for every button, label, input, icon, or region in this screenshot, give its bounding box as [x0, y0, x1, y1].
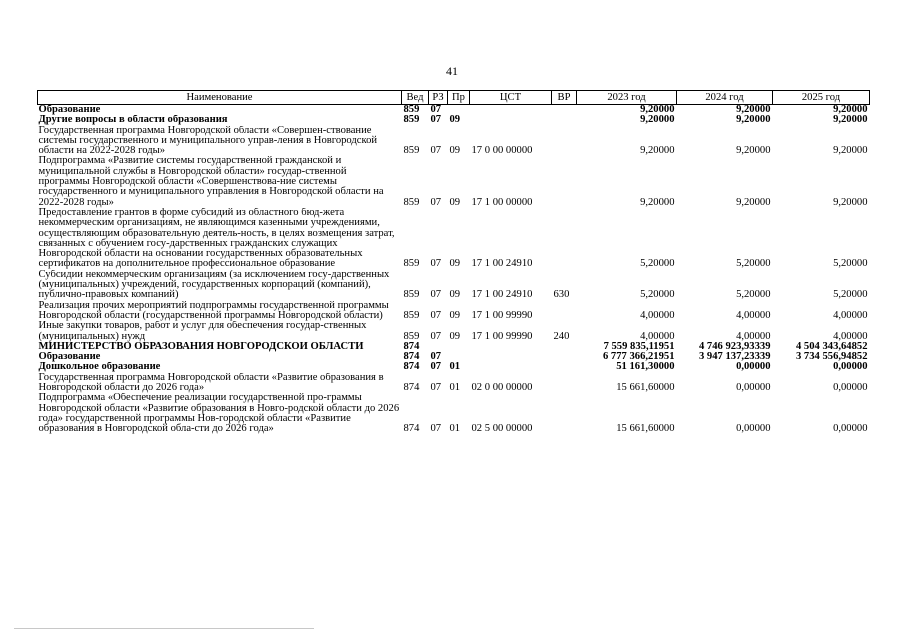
row-vr [552, 362, 577, 372]
row-value-2024: 0,00000 [736, 362, 771, 373]
row-cst: 17 0 00 00000 [471, 145, 533, 157]
row-value-2023: 9,20000 [640, 196, 675, 208]
row-pr: 09 [449, 309, 461, 321]
row-value-2023: 51 161,30000 [616, 362, 675, 373]
table-row [38, 362, 870, 372]
row-cst: 17 1 00 24910 [471, 289, 533, 301]
row-name: Субсидии некоммерческим организациям (за исключением госу-дарственных (муниципальных) учреждений, государственных корпораций (компаний), публично-правовых компаний) [38, 269, 390, 301]
row-vr [552, 208, 577, 270]
row-pr: 09 [449, 196, 461, 208]
table-row [38, 321, 870, 342]
row-value-2023: 15 661,60000 [616, 382, 675, 394]
row-rz: 07 [430, 289, 442, 301]
row-name: Другие вопросы в области образования [38, 115, 228, 126]
row-value-2023: 5,20000 [640, 289, 675, 301]
col-header-2025: 2025 год [773, 91, 870, 105]
row-value-2023: 15 661,60000 [616, 423, 675, 435]
row-value-2024: 4 746 923,93339 [698, 341, 771, 352]
row-cst: 17 1 00 00000 [471, 196, 533, 208]
row-pr: 09 [449, 289, 461, 301]
row-value-2023: 7 559 835,11951 [603, 341, 675, 352]
row-cst: 17 1 00 24910 [471, 258, 533, 270]
row-name: Предоставление грантов в форме субсидий из областного бюд-жета некоммерческим организациям, не являющимся казенными учреждениями, осуществляющим образовательную деятель-ность, в целях возмещения затрат, связанных с обучением госу-дарственных гражданских служащих Новгородской области на основании государственных образовательных сертификатов на дополнительное профессиональное образование [38, 207, 395, 270]
row-name: Реализация прочих мероприятий подпрограммы государственной программы Новгородской области (государственной программы Новгородской области) [38, 300, 389, 321]
row-cst [470, 115, 552, 125]
row-vr [552, 352, 577, 362]
table-row [38, 105, 870, 116]
row-value-2024: 0,00000 [736, 382, 771, 394]
row-value-2025: 0,00000 [833, 382, 868, 394]
row-rz: 07 [430, 382, 442, 394]
row-name: Подпрограмма «Развитие системы государственной гражданской и муниципальной службы в Новгородской области» государ-ственной программы Новгородской области «Совершенствова-ние системы государственного и муниципального управления в Новгородской области на 2022-2028 годы» [38, 156, 384, 208]
row-cst: 02 0 00 00000 [471, 382, 533, 394]
row-ved: 859 [403, 196, 420, 208]
row-value-2025: 9,20000 [833, 196, 868, 208]
row-value-2025: 5,20000 [833, 289, 868, 301]
row-pr: 01 [449, 382, 461, 394]
row-value-2023: 9,20000 [640, 145, 675, 157]
row-value-2024: 5,20000 [736, 289, 771, 301]
table-row [38, 156, 870, 207]
row-name: Дошкольное образование [38, 362, 161, 373]
row-ved: 874 [403, 423, 420, 435]
table-row [38, 208, 870, 270]
row-value-2023: 4,00000 [640, 309, 675, 321]
table-row [38, 373, 870, 394]
table-row [38, 126, 870, 157]
row-value-2023: 9,20000 [640, 115, 675, 126]
row-pr [448, 352, 470, 362]
row-vr: 630 [553, 289, 570, 301]
row-ved: 874 [403, 341, 420, 352]
row-value-2024: 9,20000 [736, 115, 771, 126]
row-value-2025: 4,00000 [833, 330, 868, 342]
row-rz: 07 [430, 115, 442, 126]
row-vr [552, 373, 577, 394]
table-row [38, 301, 870, 322]
row-value-2024: 9,20000 [736, 145, 771, 157]
row-value-2024: 3 947 137,23339 [698, 352, 771, 363]
row-ved: 859 [403, 309, 420, 321]
row-pr [448, 105, 470, 116]
row-cst [470, 342, 552, 352]
row-ved: 859 [403, 330, 420, 342]
table-row [38, 352, 870, 362]
table-row [38, 342, 870, 352]
row-pr: 09 [449, 115, 461, 126]
table-header-row [38, 91, 870, 105]
row-vr [552, 126, 577, 157]
footer-divider [14, 628, 314, 629]
row-rz: 07 [430, 145, 442, 157]
row-rz: 07 [430, 258, 442, 270]
row-pr: 09 [449, 330, 461, 342]
col-header-2024: 2024 год [677, 91, 773, 105]
row-vr [552, 393, 577, 434]
row-value-2025: 9,20000 [833, 115, 868, 126]
page-number: 41 [446, 64, 458, 78]
row-value-2025: 9,20000 [833, 145, 868, 157]
row-name: МИНИСТЕРСТВО ОБРАЗОВАНИЯ НОВГОРОДСКОЙ ОБЛАСТИ [38, 341, 364, 352]
row-value-2023: 9,20000 [640, 104, 675, 115]
row-name: Государственная программа Новгородской области «Совершен-ствование системы государственного и муниципального управ-ления в Новгородской области на 2022-2028 годы» [38, 125, 378, 157]
row-value-2024: 5,20000 [736, 258, 771, 270]
col-header-pr: Пр [448, 91, 470, 105]
row-rz: 07 [430, 309, 442, 321]
col-header-2023: 2023 год [577, 91, 677, 105]
row-vr [552, 105, 577, 116]
row-value-2023: 5,20000 [640, 258, 675, 270]
row-value-2025: 9,20000 [833, 104, 868, 115]
col-header-rz: РЗ [429, 91, 448, 105]
budget-table [37, 90, 870, 435]
row-ved: 859 [403, 104, 420, 115]
row-ved: 874 [403, 362, 420, 373]
row-value-2025: 5,20000 [833, 258, 868, 270]
row-vr [552, 115, 577, 125]
table-row [38, 270, 870, 301]
row-cst [470, 352, 552, 362]
row-value-2025: 0,00000 [833, 362, 868, 373]
row-rz: 07 [430, 330, 442, 342]
row-cst: 17 1 00 99990 [471, 330, 533, 342]
row-pr: 01 [449, 423, 461, 435]
row-ved: 859 [403, 258, 420, 270]
row-vr: 240 [553, 330, 570, 342]
row-pr [448, 342, 470, 352]
row-vr [552, 301, 577, 322]
row-name: Подпрограмма «Обеспечение реализации государственной про-граммы Новгородской области «Развитие образования в Новго-родской области до 2026 года» государственной программы Нов-городской области «Развитие образования в Новгородской обла-сти до 2026 года» [38, 393, 400, 435]
row-value-2025: 4,00000 [833, 309, 868, 321]
row-value-2024: 9,20000 [736, 196, 771, 208]
row-rz: 07 [430, 423, 442, 435]
row-cst [470, 105, 552, 116]
row-value-2025: 4 504 343,64852 [795, 341, 868, 352]
row-vr [552, 156, 577, 207]
row-ved: 859 [403, 289, 420, 301]
table-row [38, 393, 870, 434]
row-rz: 07 [430, 196, 442, 208]
row-name: Государственная программа Новгородской области «Развитие образования в Новгородской области до 2026 года» [38, 372, 384, 394]
row-value-2024: 0,00000 [736, 423, 771, 435]
col-header-vr: ВР [552, 91, 577, 105]
row-value-2023: 4,00000 [640, 330, 675, 342]
row-pr: 01 [449, 362, 461, 373]
row-pr: 09 [449, 145, 461, 157]
row-pr: 09 [449, 258, 461, 270]
row-name: Иные закупки товаров, работ и услуг для обеспечения государ-ственных (муниципальных) нужд [38, 321, 367, 342]
row-value-2025: 0,00000 [833, 423, 868, 435]
row-value-2024: 9,20000 [736, 104, 771, 115]
row-ved: 859 [403, 145, 420, 157]
row-value-2024: 4,00000 [736, 330, 771, 342]
row-rz: 07 [430, 104, 442, 115]
row-rz: 07 [430, 352, 442, 363]
row-value-2025: 3 734 556,94852 [795, 352, 868, 363]
row-value-2024: 4,00000 [736, 309, 771, 321]
row-cst [470, 362, 552, 372]
col-header-ved: Вед [402, 91, 429, 105]
row-rz: 07 [430, 362, 442, 373]
col-header-name: Наименование [38, 91, 402, 105]
row-cst: 02 5 00 00000 [471, 423, 533, 435]
row-ved: 874 [403, 382, 420, 394]
col-header-cst: ЦСТ [470, 91, 552, 105]
row-cst: 17 1 00 99990 [471, 309, 533, 321]
row-name: Образование [38, 352, 101, 363]
row-value-2023: 6 777 366,21951 [602, 352, 675, 363]
row-ved: 874 [403, 352, 420, 363]
row-vr [552, 342, 577, 352]
table-row [38, 115, 870, 125]
row-name: Образование [38, 104, 101, 115]
row-rz [429, 342, 448, 352]
row-ved: 859 [403, 115, 420, 126]
